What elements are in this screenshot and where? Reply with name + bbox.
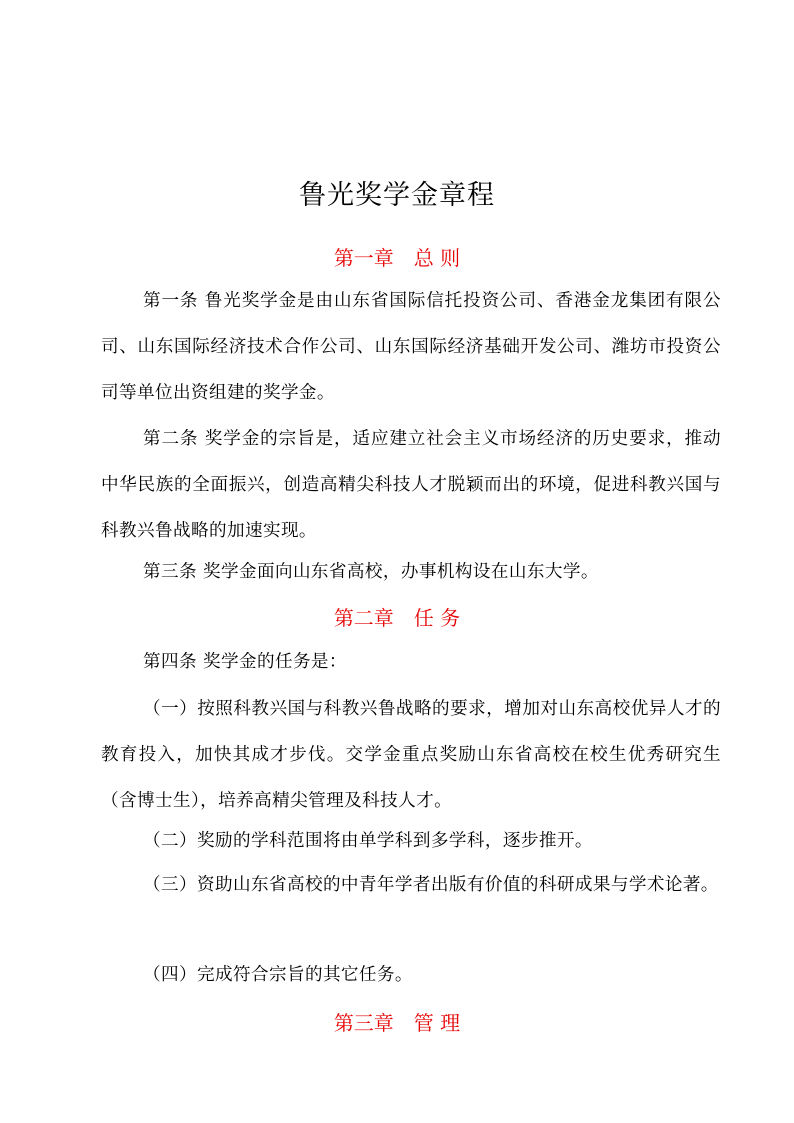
task-item-3: （三）资助山东省高校的中青年学者出版有价值的科研成果与学术论著。 (143, 875, 719, 895)
article-1: 第一条 鲁光奖学金是由山东省国际信托投资公司、香港金龙集团有限公司、山东国际经济技术合作公司、山东国际经济基础开发公司、潍坊市投资公司等单位出资组建的奖学金。 (101, 291, 721, 403)
document-title: 鲁光奖学金章程 (299, 180, 495, 211)
task-item-1: （一）按照科教兴国与科教兴鲁战略的要求，增加对山东高校优异人才的教育投入，加快其成才步伐。交学金重点奖励山东省高校在校生优秀研究生（含博士生），培养高精尖管理及科技人才。 (101, 699, 721, 811)
article-2: 第二条 奖学金的宗旨是，适应建立社会主义市场经济的历史要求，推动中华民族的全面振兴，创造高精尖科技人才脱颖而出的环境，促进科教兴国与科教兴鲁战略的加速实现。 (101, 429, 721, 541)
chapter-heading-2: 第二章 任 务 (333, 606, 461, 630)
task-item-4: （四）完成符合宗旨的其它任务。 (143, 965, 413, 985)
chapter-heading-1: 第一章 总 则 (333, 246, 461, 270)
chapter-heading-3: 第三章 管 理 (333, 1011, 461, 1035)
task-item-2: （二）奖励的学科范围将由单学科到多学科，逐步推开。 (143, 831, 593, 851)
article-3: 第三条 奖学金面向山东省高校，办事机构设在山东大学。 (143, 562, 599, 582)
article-4: 第四条 奖学金的任务是： (143, 652, 347, 672)
